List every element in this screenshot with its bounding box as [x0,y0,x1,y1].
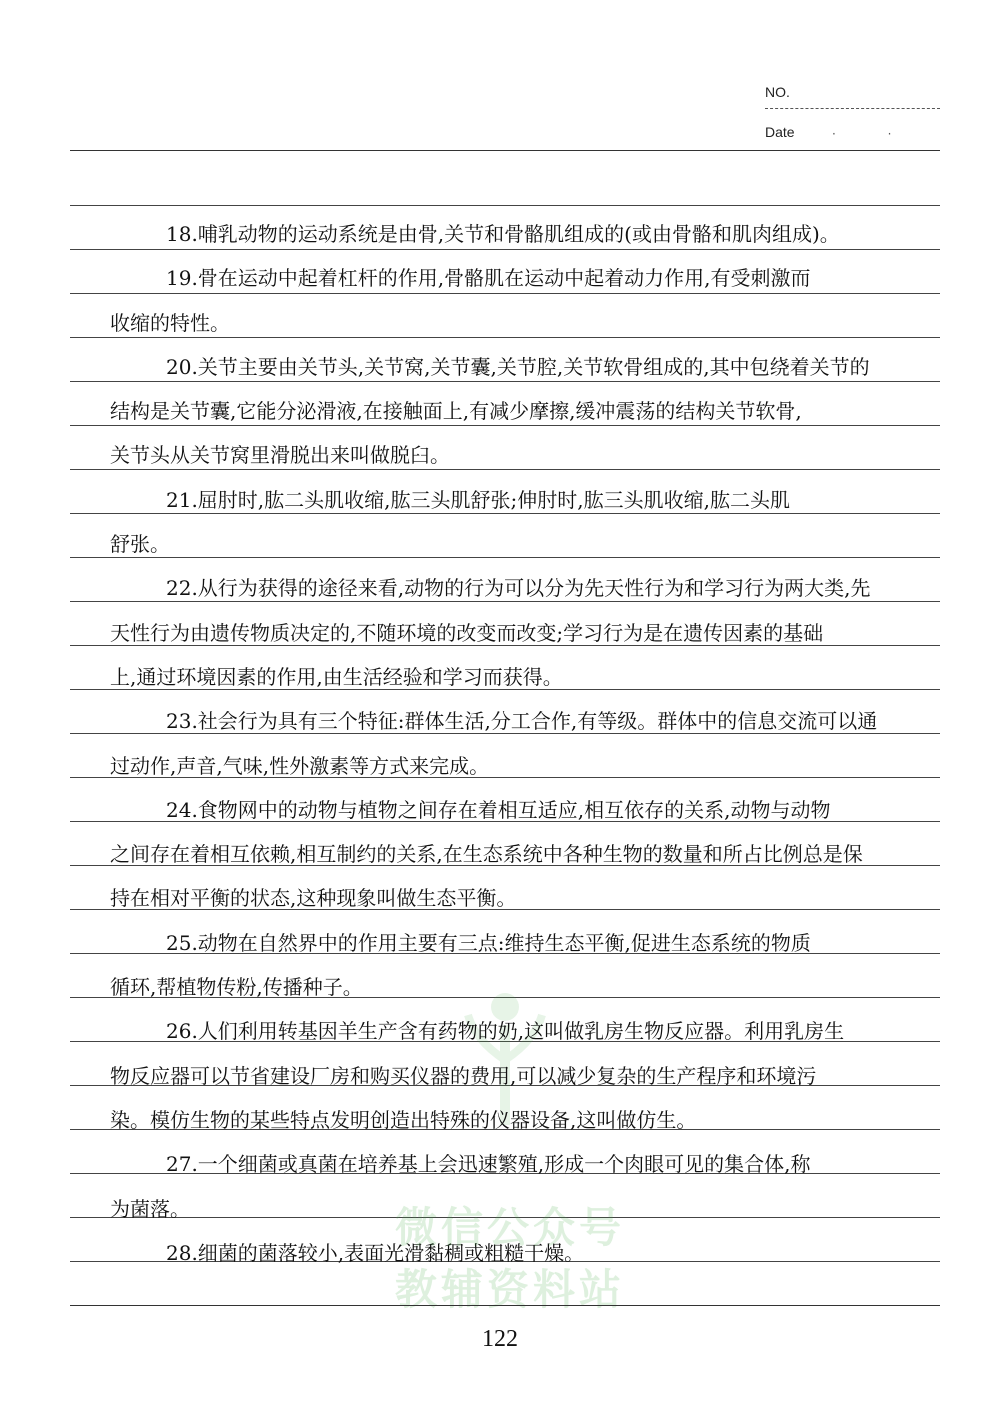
notebook-header [765,84,940,110]
ruled-line [70,205,940,206]
header-dashed-divider [765,108,940,109]
note-line: 收缩的特性。 [110,310,230,335]
note-line: 23.社会行为具有三个特征:群体生活,分工合作,有等级。群体中的信息交流可以通 [166,709,878,734]
note-line: 持在相对平衡的状态,这种现象叫做生态平衡。 [110,886,517,911]
handwritten-notes [110,212,925,1275]
no-label: NO. [765,84,790,100]
note-line: 22.从行为获得的途径来看,动物的行为可以分为先天性行为和学习行为两大类,先 [166,576,871,601]
page-number: 122 [482,1326,518,1352]
note-line: 27.一个细菌或真菌在培养基上会迅速繁殖,形成一个肉眼可见的集合体,称 [166,1152,811,1177]
note-line: 关节头从关节窝里滑脱出来叫做脱臼。 [110,443,450,468]
note-line: 28.细菌的菌落较小,表面光滑黏稠或粗糙干燥。 [166,1240,585,1265]
note-line: 物反应器可以节省建设厂房和购买仪器的费用,可以减少复杂的生产程序和环境污 [110,1063,817,1088]
note-line: 18.哺乳动物的运动系统是由骨,关节和骨骼肌组成的(或由骨骼和肌肉组成)。 [166,222,840,246]
watermark-line: 教辅资料站 [394,1265,625,1314]
watermark-text [370,1195,650,1317]
note-line: 26.人们利用转基因羊生产含有药物的奶,这叫做乳房生物反应器。利用乳房生 [166,1019,845,1044]
note-line: 24.食物网中的动物与植物之间存在着相互适应,相互依存的关系,动物与动物 [166,797,831,822]
date-dots: · · [832,127,916,141]
note-line: 天性行为由遗传物质决定的,不随环境的改变而改变;学习行为是在遗传因素的基础 [110,620,824,645]
note-line: 19.骨在运动中起着杠杆的作用,骨骼肌在运动中起着动力作用,有受刺激而 [166,266,811,291]
note-line: 染。模仿生物的某些特点发明创造出特殊的仪器设备,这叫做仿生。 [110,1107,697,1132]
note-line: 之间存在着相互依赖,相互制约的关系,在生态系统中各种生物的数量和所占比例总是保 [110,842,863,867]
footer-rule [70,1305,940,1306]
note-line: 过动作,声音,气味,性外激素等方式来完成。 [110,753,490,778]
note-line: 上,通过环境因素的作用,由生活经验和学习而获得。 [110,664,563,689]
note-line: 为菌落。 [110,1196,190,1221]
note-line: 25.动物在自然界中的作用主要有三点:维持生态平衡,促进生态系统的物质 [166,930,811,955]
note-line: 循环,帮植物传粉,传播种子。 [110,975,363,1000]
header-rule [70,150,940,151]
note-line: 21.屈肘时,肱二头肌收缩,肱三头肌舒张;伸肘时,肱三头肌收缩,肱二头肌 [166,487,790,512]
date-label: Date [765,124,795,140]
note-line: 舒张。 [110,532,170,557]
watermark-line: 微信公众号 [394,1203,625,1252]
note-line: 结构是关节囊,它能分泌滑液,在接触面上,有减少摩擦,缓冲震荡的结构关节软骨, [110,399,802,424]
note-line: 20.关节主要由关节头,关节窝,关节囊,关节腔,关节软骨组成的,其中包绕着关节的 [166,354,870,379]
